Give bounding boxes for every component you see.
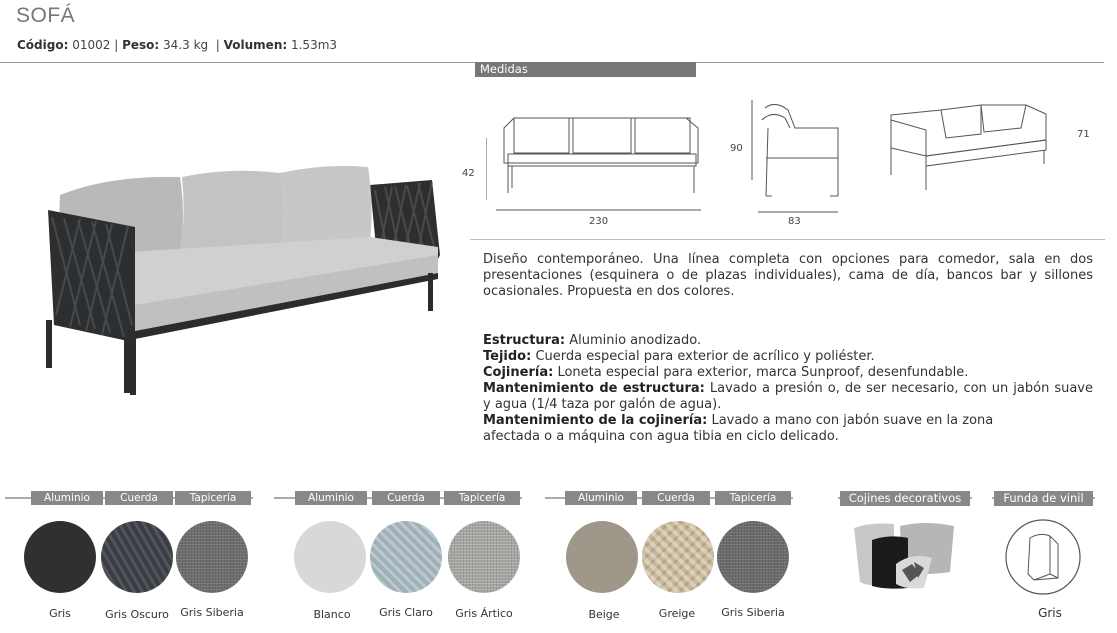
swatch-gris-claro[interactable] [370, 521, 442, 593]
front-width-dimension: 230 [589, 216, 609, 227]
swatch-name: Gris Oscuro [105, 608, 169, 621]
swatch-header-tapiceria: Tapicería [175, 491, 251, 505]
side-depth-dimension: 83 [788, 216, 801, 227]
persp-height-dimension: 71 [1077, 129, 1090, 140]
swatch-header-cuerda: Cuerda [105, 491, 173, 505]
perspective-view-drawing [886, 100, 1061, 192]
product-specs [483, 333, 1093, 445]
swatch-name: Beige [588, 608, 620, 621]
vinyl-cover-swatch[interactable] [1004, 518, 1082, 596]
swatch-gris-siberia[interactable] [176, 521, 248, 593]
swatch-name: Gris Ártico [455, 607, 513, 620]
swatch-gris[interactable] [24, 521, 96, 593]
side-height-dimension: 90 [730, 143, 743, 154]
volumen-label: Volumen: [223, 38, 288, 52]
swatch-gris-oscuro[interactable] [101, 521, 173, 593]
sofa-product-image [40, 155, 450, 400]
swatch-gris-artico[interactable] [448, 521, 520, 593]
product-meta: Código: 01002 | Peso: 34.3 kg | Volumen: 1.53m3 [17, 38, 338, 52]
spec-cojineria: Cojinería: Loneta especial para exterior, marca Sunproof, desenfundable. [483, 365, 969, 380]
codigo-value: 01002 [72, 38, 111, 52]
product-description: Diseño contemporáneo. Una línea completa con opciones para comedor, sala en dos presentaciones (esquinera o de plazas individuales), cama de día, bancos bar y sillones ocasionales. Propuesta en dos colores. [483, 252, 1093, 299]
swatch-name: Greige [658, 607, 696, 620]
swatch-name: Gris Siberia [180, 606, 244, 619]
funda-color-name: Gris [1038, 606, 1062, 620]
codigo-label: Código: [17, 38, 69, 52]
swatch-name: Gris Claro [379, 606, 433, 619]
spec-mantenimiento-cojineria: Mantenimiento de la cojinería: Lavado a mano con jabón suave en la zona afectada o a máquina con agua tibia en ciclo delicado. [483, 413, 994, 444]
spec-tejido: Tejido: Cuerda especial para exterior de acrílico y poliéster. [483, 349, 875, 364]
spec-mantenimiento-estructura: Mantenimiento de estructura: Lavado a presión o, de ser necesario, con un jabón suave y agua (1/4 taza por galón de agua). [483, 381, 1093, 412]
swatch-blanco[interactable] [294, 521, 366, 593]
swatch-gris-siberia-2[interactable] [717, 521, 789, 593]
swatch-beige[interactable] [566, 521, 638, 593]
swatch-header-aluminio: Aluminio [295, 491, 367, 505]
peso-value: 34.3 kg [163, 38, 209, 52]
swatch-header-aluminio: Aluminio [31, 491, 103, 505]
section-divider [470, 239, 1105, 240]
swatch-header-tapiceria: Tapicería [715, 491, 791, 505]
side-view-drawing [750, 98, 845, 218]
medidas-label: Medidas [475, 62, 696, 77]
page-title: SOFÁ [16, 4, 76, 27]
volumen-value: 1.53m3 [290, 38, 338, 52]
funda-header: Funda de vinil [994, 491, 1093, 506]
decorative-pillows-image[interactable] [850, 518, 960, 590]
front-height-dimension: 42 [462, 168, 475, 179]
swatch-name: Blanco [313, 608, 351, 621]
swatch-greige[interactable] [642, 521, 714, 593]
cojines-header: Cojines decorativos [840, 491, 970, 506]
swatch-name: Gris [49, 607, 71, 620]
swatch-header-aluminio: Aluminio [565, 491, 637, 505]
front-view-drawing [486, 98, 711, 218]
swatch-header-cuerda: Cuerda [642, 491, 710, 505]
spec-estructura: Estructura: Aluminio anodizado. [483, 333, 702, 348]
peso-label: Peso: [122, 38, 160, 52]
swatch-name: Gris Siberia [721, 606, 785, 619]
swatch-header-tapiceria: Tapicería [444, 491, 520, 505]
swatch-header-cuerda: Cuerda [372, 491, 440, 505]
